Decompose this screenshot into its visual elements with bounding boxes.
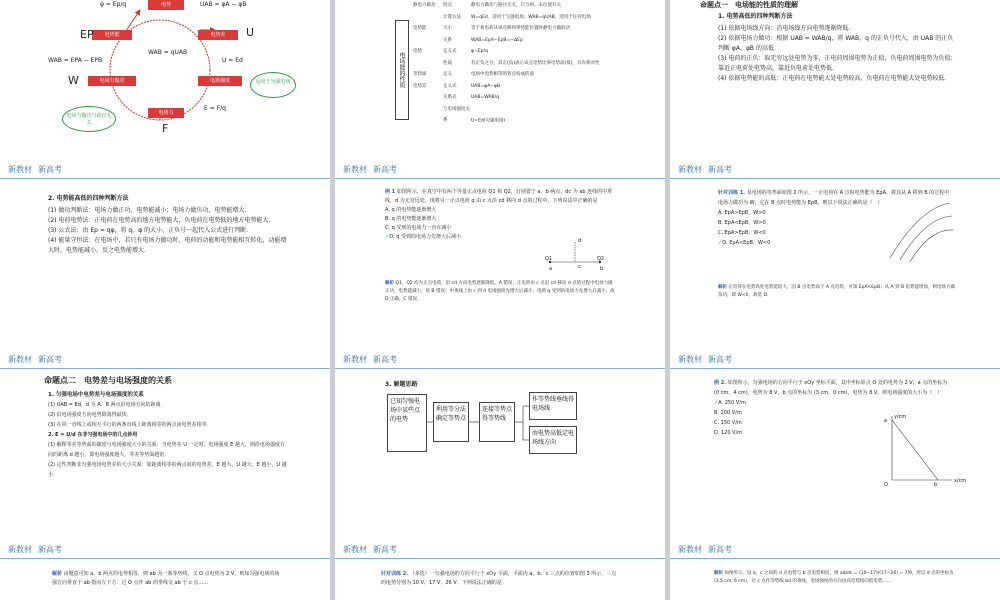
slide-7-title: 命题点二 电势差与电场强度的关系 [44, 376, 172, 385]
letter-w: W [68, 74, 79, 87]
label-b: b [600, 266, 604, 272]
flow-arrows [335, 350, 665, 540]
label-d: d [578, 238, 582, 244]
formula-phi: φ = Ep/q [100, 1, 127, 8]
row-4-key: 定义式 [443, 49, 457, 54]
ex1-opt-a: A. q 的电势能逐渐增大 [385, 207, 437, 213]
pr1-opt-d: ✓D. EpA<EpB，W<0 [718, 240, 771, 246]
header-rule [670, 558, 1000, 559]
row-0-text: 静电力做功与路径无关，只与初、末位置有关 [471, 3, 561, 8]
node-w: 电场力做功 [88, 76, 136, 86]
row-1-text: W=qEd，适用于匀强电场；WAB=qUAB，适用于任何电场 [471, 14, 591, 20]
slide-8[interactable] [335, 350, 665, 540]
header-rule [0, 368, 330, 369]
structure-table [413, 0, 633, 127]
row-3-text: WAB=EpA−EpB=−ΔEp [471, 37, 523, 43]
letter-ep: EP [80, 28, 94, 41]
analysis-1-label: 解析 [385, 281, 394, 286]
check-icon: ✓ [385, 234, 390, 240]
row-0-key: 特点 [443, 3, 452, 8]
row-1-key: 计算方法 [443, 14, 461, 20]
ex2-opt-c: C. 150 V/m [714, 420, 742, 426]
row-4-text: φ=Ep/q [471, 49, 488, 54]
point-a-label: a [884, 418, 888, 424]
s4-line-4: (4) 能量守恒法：在电场中，若只有电场力做功时，电荷的动能和电势能相互转化，动能增大时，电势能减小，反之电势能增大． [48, 237, 287, 254]
header-brand: 新教材 新高考 [343, 545, 397, 554]
coordinate-figure [882, 410, 962, 490]
ex1-opt-b: B. q 的电势能逐渐增大 [385, 216, 437, 222]
analysis-4-text: 如图所示，设 a、c 之间的 d 点电势与 b 点电势相同，则 ad/dc = (10−17)/(17−26) = 7/9，所以 d 点的坐标为 (3.5 cm, 6 cm)，过 c 点作等势线 bd 的垂线，电场强度的方向由高电势指向低电势…… [714, 571, 954, 584]
analysis-2 [718, 284, 958, 300]
header-brand: 新教材 新高考 [678, 165, 732, 174]
slide-4-body [48, 206, 288, 256]
header-brand: 新教材 新高考 [8, 165, 62, 174]
ex2-opt-a: ✓A. 250 V/m [714, 400, 746, 406]
s3-line-2: (2) 依据电场力做功：根据 UAB = WAB/q，将 WAB、q 的正负号代入，由 UAB 的正负判断 φA、φB 的高低． [718, 35, 954, 52]
origin-label: O [884, 482, 888, 488]
axis-y-label: y/cm [894, 414, 907, 420]
example-1-label: 例 1 [385, 189, 396, 195]
s7-line-2: (2) 沿电场强度方向电势降落得最快． [48, 412, 132, 418]
slide-10[interactable] [0, 540, 330, 600]
label-a: a [549, 266, 553, 272]
letter-f: F [162, 122, 169, 135]
row-3-key: 关系 [443, 37, 452, 43]
equipotential-figure [880, 198, 960, 268]
slide-8-title: 3. 解题思路 [385, 381, 418, 388]
formula-u: U = Ed [222, 57, 243, 64]
s3-line-3: (3) 电荷的正负：取无穷远处电势为零，正电荷周围电势为正值，负电荷周围电势为负值；靠近正电荷处电势高，靠近负电荷处电势低． [718, 55, 957, 72]
flow-step-5: 由电势高低定电场线方向 [529, 426, 577, 454]
analysis-2-label: 解析 [718, 285, 727, 290]
analysis-3 [52, 570, 282, 588]
ex2-opt-b: B. 200 V/m [714, 410, 742, 416]
letter-u: U [246, 26, 255, 39]
practice-1-question: 某电场的等势面如图 2 所示，一正电荷在 A 点时电势能为 EpA，将其从 A 移到 B 的过程中电场力做功为 W，它在 B 点时电势能为 EpB，则以下说法正确的是（ ） [718, 190, 950, 206]
analysis-4-label: 解析 [714, 571, 723, 576]
slide-7[interactable] [0, 350, 330, 540]
header-brand: 新教材 新高考 [8, 355, 62, 364]
slide-9[interactable] [670, 350, 1000, 540]
header-rule [335, 558, 665, 559]
s3-line-4: (4) 依据电势能的高低：正电荷在电势能大处电势较高，负电荷在电势能大处电势较低． [718, 75, 951, 82]
example-1-question: 如图所示，在真空中有两个等量正点电荷 Q1 和 Q2，分别置于 a、b 两点，dc 为 ab 连线的中垂线，d 为无穷远处，现将另一正点电荷 q 由 c 点沿 cd 移向 d 点的过程中，下列说法中正确的是 [385, 189, 613, 204]
practice-2-label: 针对训练 2. [381, 571, 409, 577]
note-uniform: 适用于匀强电场 [250, 72, 296, 98]
node-u: 电势差 [198, 30, 238, 40]
check-icon: ✓ [718, 240, 723, 246]
header-rule [335, 178, 665, 179]
header-rule [0, 178, 330, 179]
slide-7-body [48, 400, 288, 480]
flow-step-2: 利用等分法确定等势点 [433, 402, 469, 442]
node-f: 电场力 [148, 108, 184, 118]
analysis-1 [385, 280, 617, 304]
pr1-opt-c: C. EpA>EpB，W<0 [718, 230, 766, 236]
header-brand: 新教材 新高考 [343, 165, 397, 174]
row-7-group: 电势差 [413, 83, 427, 89]
row-6-group: 等势面 [413, 72, 427, 77]
vertical-title: 电场能的性质 [395, 20, 409, 120]
label-q1: Q1 [545, 256, 553, 262]
row-4-group: 电势 [413, 49, 422, 54]
s7-line-1: (1) UAB = Ed，d 为 A、B 两点沿电场方向的距离． [48, 402, 166, 408]
slide-4-subtitle: 2. 电势能高低的四种判断方法 [48, 195, 129, 202]
slide-3-subtitle: 1. 电势高低的四种判断方法 [718, 13, 793, 20]
s7-line-4: (1) 解释等差等势面的疏密与电场强度大小的关系：当电势差 U 一定时，电场强度 E 越大，则沿电场强度方向的距离 d 越小，即电场强度越大，等差等势面越密． [48, 442, 285, 458]
s4-line-3: (3) 公式法：由 Ep = qφ，将 q、φ 的大小、正负号一起代入公式进行判断． [48, 227, 253, 234]
row-2-group: 电势能 [413, 26, 427, 31]
s7-line-3: (3) 在同一直线上或相互平行的两条直线上距离相等的两点间电势差相等． [48, 422, 212, 428]
ex2-opt-d: D. 120 V/m [714, 430, 743, 436]
analysis-3-label: 解析 [52, 571, 63, 577]
formula-e: E = F/q [204, 105, 226, 112]
row-9-key: 与电场强度关系 [443, 106, 470, 123]
node-e: 电场强度 [198, 76, 242, 86]
row-7-text: UAB=φA−φB [471, 83, 501, 89]
row-2-key: 大小 [443, 26, 452, 31]
header-rule [670, 368, 1000, 369]
practice-2 [381, 570, 617, 588]
row-7-key: 定义式 [443, 83, 457, 89]
header-brand: 新教材 新高考 [678, 545, 732, 554]
row-2-text: 等于将电荷从该点移到零势能位置时静电力做的功 [471, 26, 570, 31]
slide-6[interactable] [670, 160, 1000, 350]
pr1-opt-b: B. EpA<EpB，W>0 [718, 220, 766, 226]
formula-wab2: WAB = EPA − EPB [48, 57, 103, 64]
flow-step-3: 连接等势点得等势线 [479, 402, 515, 442]
label-c: c [578, 264, 581, 270]
slide-4[interactable] [0, 160, 330, 350]
axis-x-label: x/cm [954, 478, 967, 484]
pr1-opt-a: A. EpA>EpB，W>0 [718, 210, 766, 216]
row-9-text: U=Ed(匀强电场) [471, 118, 506, 123]
row-8-key: 关系式 [443, 95, 457, 100]
note-path: 电场力做功与路径无关 [62, 106, 116, 132]
s4-line-2: (2) 电荷电势法：正电荷在电势高的地方电势能大，负电荷在电势低的地方电势能大． [48, 217, 275, 224]
s7-line-5: (2) 定性判断非匀强电场电势差的大小关系：如距离相等的两点间的电势差，E 越大，U 越大；E 越小，U 越小． [48, 462, 287, 478]
label-q2: Q2 [597, 256, 605, 262]
formula-uab: UAB = φA − φB [200, 1, 247, 8]
example-2-question: 如图所示，匀强电场的方向平行于 xOy 坐标平面，其中坐标原点 O 处的电势为 2 V，a 点的坐标为 (0 cm，4 cm)，电势为 8 V，b 点的坐标为 (3 cm，0 cm)，电势为 8 V，则电场强度的大小为（ ） [714, 380, 948, 396]
check-icon: ✓ [714, 400, 719, 406]
flow-step-4: 作等势线垂线得电场线 [529, 392, 577, 420]
analysis-2-text: 正电荷在电势高处电势能较大，因 B 点电势高于 A 点电势，可知 EpA<EpB；从 A 到 B 电势能增加，则电场力做负功，即 W<0，故选 D. [718, 285, 955, 298]
formula-wab: WAB = qUAB [148, 49, 188, 56]
slide-5[interactable] [335, 160, 665, 350]
point-b-label: b [934, 482, 938, 488]
node-phi: 电势 [148, 0, 184, 10]
header-brand: 新教材 新高考 [343, 355, 397, 364]
header-brand: 新教材 新高考 [678, 355, 732, 364]
analysis-3-text: 由题意可知 a、b 两点的电势相等，则 ab 为一条等势线，又 O 点电势为 2 V，则知匀强电场的场强方向垂直于 ab 指向左下方．过 O 点作 ab 的垂线交 ab 于 c 点…… [52, 571, 280, 586]
slide-7-subtitle: 1. 匀强电场中电势差与电场强度的关系 [48, 392, 144, 398]
row-0-group: 静电力做功 [413, 3, 436, 8]
slide-11[interactable] [335, 540, 665, 600]
slide-3-title: 命题点一 电场能的性质的理解 [700, 1, 798, 9]
row-5-text: 有正负之分，其正(负)表示该点电势比零电势高(低)，具有相对性 [471, 60, 600, 66]
s4-line-1: (1) 做功判断法：电场力做正功，电势能减小；电场力做负功，电势能增大． [48, 207, 251, 214]
s3-line-1: (1) 依据电场线方向：沿电场线方向电势逐渐降低． [718, 25, 855, 32]
example-2-label: 例 2. [714, 380, 727, 386]
ex1-opt-d: ✓D. q 受到的电场力先增大后减小 [385, 234, 461, 240]
row-5-key: 性质 [443, 60, 452, 66]
ex1-opt-c: C. q 受到的电场力一直在减小 [385, 225, 452, 231]
header-brand: 新教材 新高考 [8, 545, 62, 554]
practice-1-label: 针对训练 1. [718, 190, 746, 196]
header-rule [670, 178, 1000, 179]
s7-subtitle-2: 2. E = U/d 在非匀强电场中的几点妙用 [48, 432, 138, 438]
flow-step-1: 已知匀强电场中某些点的电势 [387, 394, 427, 452]
slide-3-body [718, 24, 958, 84]
practice-2-question: （多选）一匀强电场的方向平行于 xOy 平面，平面内 a、b、c 三点的位置如图 3 所示，三点的电势分别为 10 V、17 V、26 V．下列说法正确的是 [381, 571, 617, 586]
slide-12[interactable] [670, 540, 1000, 600]
analysis-1-text: Q1、Q2 均为正点电荷，沿 cd 方向电势逐渐降低，A 错误；正电荷由 c 点沿 cd 移向 d 点的过程中电场力做正功，电势能减小，故 B 错误；中垂线上由 c 到 d 电场强度先增大后减小，电荷 q 受到的电场力先增大后减小，故 D 正确，C 错误． [385, 281, 615, 302]
header-rule [0, 558, 330, 559]
node-ep: 电势能 [92, 30, 132, 40]
row-6-text: 电场中电势相等的各点构成的面 [471, 72, 534, 77]
analysis-4 [714, 570, 954, 586]
row-6-key: 定义 [443, 72, 452, 77]
row-8-text: UAB=WAB/q [471, 95, 499, 100]
